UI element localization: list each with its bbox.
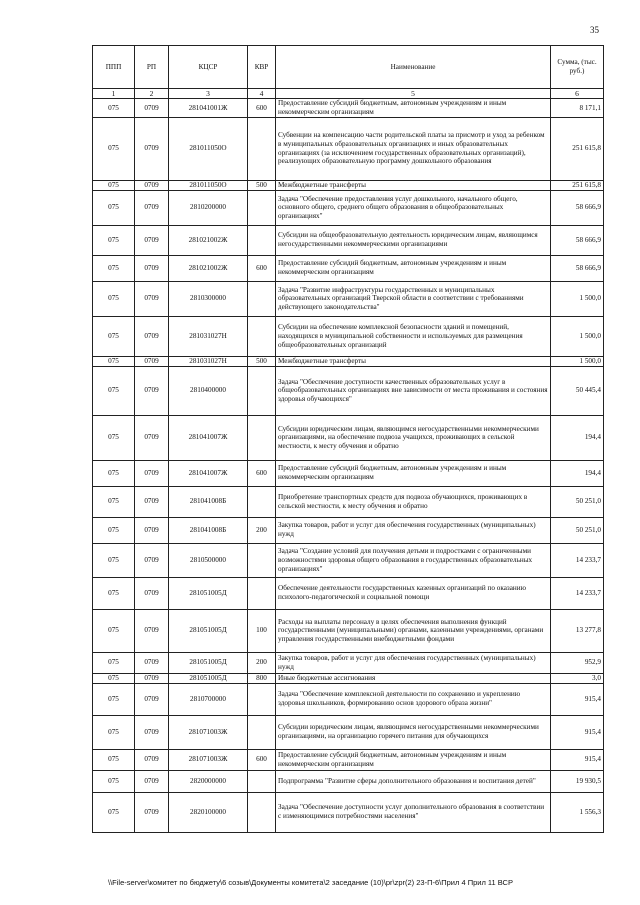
cell-kvr — [248, 415, 276, 460]
cell-kvr: 600 — [248, 255, 276, 281]
cell-kvr: 600 — [248, 460, 276, 486]
cell-sum: 915,4 — [551, 683, 604, 715]
cell-name: Предоставление субсидий бюджетным, автономным учреждениям и иным некоммерческим организациям — [276, 460, 551, 486]
cell-kcsr: 281041008Б — [169, 486, 248, 517]
cell-kvr — [248, 770, 276, 792]
cell-kvr: 500 — [248, 356, 276, 366]
cell-sum: 1 500,0 — [551, 316, 604, 356]
table-row — [93, 255, 604, 281]
column-number: 1 — [93, 89, 135, 99]
header-name: Наименование — [276, 46, 551, 89]
cell-sum: 50 445,4 — [551, 366, 604, 415]
cell-kvr: 800 — [248, 673, 276, 683]
cell-ppp: 075 — [93, 255, 135, 281]
cell-kvr: 200 — [248, 517, 276, 543]
cell-rp: 0709 — [135, 517, 169, 543]
cell-sum: 952,9 — [551, 652, 604, 673]
table-row — [93, 316, 604, 356]
cell-ppp: 075 — [93, 190, 135, 225]
table-row — [93, 715, 604, 749]
cell-rp: 0709 — [135, 316, 169, 356]
cell-sum: 13 277,8 — [551, 609, 604, 652]
cell-name: Подпрограмма "Развитие сферы дополнительного образования и воспитания детей" — [276, 770, 551, 792]
cell-kcsr: 281071003Ж — [169, 715, 248, 749]
cell-kcsr: 2810400000 — [169, 366, 248, 415]
cell-rp: 0709 — [135, 117, 169, 180]
cell-ppp: 075 — [93, 281, 135, 316]
cell-sum: 14 233,7 — [551, 543, 604, 577]
cell-sum: 8 171,1 — [551, 99, 604, 118]
table-row — [93, 683, 604, 715]
table-row — [93, 652, 604, 673]
cell-name: Обеспечение деятельности государственных казенных организаций по оказанию психолого-педагогической и социальной помощи — [276, 577, 551, 609]
cell-kcsr: 281021002Ж — [169, 255, 248, 281]
table-row — [93, 99, 604, 118]
cell-kvr: 200 — [248, 652, 276, 673]
cell-name: Приобретение транспортных средств для подвоза обучающихся, проживающих в сельской местности, к месту обучения и обратно — [276, 486, 551, 517]
cell-ppp: 075 — [93, 715, 135, 749]
cell-sum: 915,4 — [551, 749, 604, 770]
cell-kvr — [248, 577, 276, 609]
cell-rp: 0709 — [135, 715, 169, 749]
cell-ppp: 075 — [93, 225, 135, 255]
cell-sum: 50 251,0 — [551, 517, 604, 543]
header-row — [93, 46, 604, 89]
cell-kcsr: 2810500000 — [169, 543, 248, 577]
cell-kcsr: 281041007Ж — [169, 415, 248, 460]
budget-table — [92, 45, 604, 833]
cell-kcsr: 281011050О — [169, 180, 248, 190]
table-row — [93, 517, 604, 543]
cell-sum: 58 666,9 — [551, 255, 604, 281]
cell-kcsr: 2820100000 — [169, 792, 248, 832]
cell-kcsr: 281021002Ж — [169, 225, 248, 255]
cell-kvr — [248, 117, 276, 180]
cell-kvr: 600 — [248, 749, 276, 770]
cell-rp: 0709 — [135, 356, 169, 366]
cell-ppp: 075 — [93, 749, 135, 770]
cell-rp: 0709 — [135, 99, 169, 118]
cell-kvr — [248, 316, 276, 356]
cell-kcsr: 281041001Ж — [169, 99, 248, 118]
column-number: 3 — [169, 89, 248, 99]
cell-kvr — [248, 366, 276, 415]
cell-sum: 3,0 — [551, 673, 604, 683]
cell-name: Предоставление субсидий бюджетным, автономным учреждениям и иным некоммерческим организациям — [276, 99, 551, 118]
cell-ppp: 075 — [93, 486, 135, 517]
cell-name: Предоставление субсидий бюджетным, автономным учреждениям и иным некоммерческим организациям — [276, 749, 551, 770]
cell-kcsr: 2810200000 — [169, 190, 248, 225]
cell-rp: 0709 — [135, 770, 169, 792]
cell-kcsr: 281071003Ж — [169, 749, 248, 770]
cell-ppp: 075 — [93, 577, 135, 609]
cell-name: Субсидии юридическим лицам, являющимся негосударственными некоммерческими организациями, на организацию горячего питания для обучающихся — [276, 715, 551, 749]
cell-rp: 0709 — [135, 255, 169, 281]
header-ppp: ППП — [93, 46, 135, 89]
cell-ppp: 075 — [93, 99, 135, 118]
cell-ppp: 075 — [93, 770, 135, 792]
cell-sum: 1 500,0 — [551, 281, 604, 316]
table-row — [93, 356, 604, 366]
cell-sum: 194,4 — [551, 415, 604, 460]
cell-ppp: 075 — [93, 517, 135, 543]
cell-kcsr: 281011050О — [169, 117, 248, 180]
cell-name: Расходы на выплаты персоналу в целях обеспечения выполнения функций государственными (муниципальными) органами, казенными учреждениями, органами управления государственными внебюджетными фондами — [276, 609, 551, 652]
cell-rp: 0709 — [135, 415, 169, 460]
cell-sum: 58 666,9 — [551, 190, 604, 225]
cell-rp: 0709 — [135, 749, 169, 770]
cell-name: Задача "Развитие инфраструктуры государственных и муниципальных образовательных организаций Тверской области в соответствии с требованиями действующего законодательства" — [276, 281, 551, 316]
cell-rp: 0709 — [135, 543, 169, 577]
cell-ppp: 075 — [93, 673, 135, 683]
cell-kvr — [248, 281, 276, 316]
cell-kvr — [248, 543, 276, 577]
cell-sum: 19 930,5 — [551, 770, 604, 792]
cell-kvr — [248, 683, 276, 715]
cell-name: Предоставление субсидий бюджетным, автономным учреждениям и иным некоммерческим организациям — [276, 255, 551, 281]
cell-rp: 0709 — [135, 281, 169, 316]
cell-kvr — [248, 715, 276, 749]
column-number-row — [93, 89, 604, 99]
cell-name: Межбюджетные трансферты — [276, 356, 551, 366]
cell-kvr — [248, 190, 276, 225]
cell-kvr: 100 — [248, 609, 276, 652]
cell-rp: 0709 — [135, 366, 169, 415]
cell-kvr — [248, 225, 276, 255]
footer-file-path: \\File-server\комитет по бюджету\6 созыв\Документы комитета\2 заседание (10)\pr\zpr(2) 23-П-6\Прил 4 Прил 11 ВСР — [108, 878, 513, 887]
cell-ppp: 075 — [93, 543, 135, 577]
cell-kvr — [248, 486, 276, 517]
cell-name: Закупка товаров, работ и услуг для обеспечения государственных (муниципальных) нужд — [276, 652, 551, 673]
column-number: 4 — [248, 89, 276, 99]
cell-rp: 0709 — [135, 460, 169, 486]
header-sum: Сумма, (тыс. руб.) — [551, 46, 604, 89]
cell-sum: 915,4 — [551, 715, 604, 749]
cell-ppp: 075 — [93, 460, 135, 486]
cell-name: Закупка товаров, работ и услуг для обеспечения государственных (муниципальных) нужд — [276, 517, 551, 543]
table-row — [93, 770, 604, 792]
cell-rp: 0709 — [135, 609, 169, 652]
page-number: 35 — [590, 25, 599, 35]
column-number: 5 — [276, 89, 551, 99]
cell-kvr: 500 — [248, 180, 276, 190]
table-row — [93, 180, 604, 190]
cell-ppp: 075 — [93, 415, 135, 460]
header-kcsr: КЦСР — [169, 46, 248, 89]
table-row — [93, 460, 604, 486]
cell-rp: 0709 — [135, 673, 169, 683]
cell-rp: 0709 — [135, 652, 169, 673]
cell-rp: 0709 — [135, 190, 169, 225]
table-row — [93, 543, 604, 577]
cell-kcsr: 281051005Д — [169, 577, 248, 609]
column-number: 6 — [551, 89, 604, 99]
cell-ppp: 075 — [93, 609, 135, 652]
cell-kvr — [248, 792, 276, 832]
cell-kcsr: 281041008Б — [169, 517, 248, 543]
cell-name: Задача "Обеспечение предоставления услуг дошкольного, начального общего, основного общего, среднего общего образования в общеобразовательных организациях" — [276, 190, 551, 225]
cell-rp: 0709 — [135, 577, 169, 609]
cell-rp: 0709 — [135, 792, 169, 832]
cell-ppp: 075 — [93, 652, 135, 673]
table-row — [93, 792, 604, 832]
table-row — [93, 673, 604, 683]
cell-name: Задача "Обеспечение доступности услуг дополнительного образования в соответствии с изменяющимися потребностями населения" — [276, 792, 551, 832]
cell-kcsr: 281031027Н — [169, 316, 248, 356]
cell-name: Межбюджетные трансферты — [276, 180, 551, 190]
table-row — [93, 281, 604, 316]
header-kvr: КВР — [248, 46, 276, 89]
cell-ppp: 075 — [93, 316, 135, 356]
table-row — [93, 415, 604, 460]
cell-sum: 50 251,0 — [551, 486, 604, 517]
cell-sum: 1 556,3 — [551, 792, 604, 832]
cell-kcsr: 2820000000 — [169, 770, 248, 792]
cell-name: Задача "Создание условий для получения детьми и подростками с ограниченными возможностями здоровья общего образования в государственных образовательных организациях" — [276, 543, 551, 577]
cell-sum: 194,4 — [551, 460, 604, 486]
cell-sum: 58 666,9 — [551, 225, 604, 255]
column-number: 2 — [135, 89, 169, 99]
cell-rp: 0709 — [135, 683, 169, 715]
cell-kvr: 600 — [248, 99, 276, 118]
header-rp: РП — [135, 46, 169, 89]
cell-ppp: 075 — [93, 792, 135, 832]
cell-name: Задача "Обеспечение комплексной деятельности по сохранению и укреплению здоровья школьников, формированию основ здорового образа жизни" — [276, 683, 551, 715]
cell-sum: 251 615,8 — [551, 180, 604, 190]
cell-name: Субвенции на компенсацию части родительской платы за присмотр и уход за ребенком в муниципальных образовательных организациях и иных образовательных организациях (за исключением государственных образовательных организаций), реализующих образовательную программу дошкольного образования — [276, 117, 551, 180]
cell-ppp: 075 — [93, 683, 135, 715]
cell-rp: 0709 — [135, 180, 169, 190]
table-row — [93, 225, 604, 255]
cell-sum: 14 233,7 — [551, 577, 604, 609]
cell-kcsr: 2810300000 — [169, 281, 248, 316]
table-row — [93, 486, 604, 517]
cell-ppp: 075 — [93, 117, 135, 180]
cell-kcsr: 2810700000 — [169, 683, 248, 715]
cell-name: Субсидии юридическим лицам, являющимся негосударственными некоммерческими организациями, на обеспечение подвоза учащихся, проживающих в сельской местности, к месту обучения и обратно — [276, 415, 551, 460]
cell-ppp: 075 — [93, 356, 135, 366]
cell-name: Субсидии на общеобразовательную деятельность юридическим лицам, являющимся негосударственными некоммерческими организациями — [276, 225, 551, 255]
table-row — [93, 366, 604, 415]
cell-rp: 0709 — [135, 486, 169, 517]
cell-kcsr: 281051005Д — [169, 609, 248, 652]
cell-kcsr: 281041007Ж — [169, 460, 248, 486]
cell-ppp: 075 — [93, 366, 135, 415]
cell-rp: 0709 — [135, 225, 169, 255]
cell-kcsr: 281051005Д — [169, 652, 248, 673]
cell-kcsr: 281031027Н — [169, 356, 248, 366]
table-row — [93, 190, 604, 225]
cell-sum: 251 615,8 — [551, 117, 604, 180]
table-row — [93, 749, 604, 770]
table-row — [93, 609, 604, 652]
cell-kcsr: 281051005Д — [169, 673, 248, 683]
cell-sum: 1 500,0 — [551, 356, 604, 366]
cell-name: Иные бюджетные ассигнования — [276, 673, 551, 683]
cell-name: Субсидии на обеспечение комплексной безопасности зданий и помещений, находящихся в муниципальной собственности и используемых для размещения общеобразовательных организаций — [276, 316, 551, 356]
table-row — [93, 577, 604, 609]
cell-name: Задача "Обеспечение доступности качественных образовательных услуг в общеобразовательных организациях вне зависимости от места проживания и состояния здоровья обучающихся" — [276, 366, 551, 415]
cell-ppp: 075 — [93, 180, 135, 190]
table-row — [93, 117, 604, 180]
